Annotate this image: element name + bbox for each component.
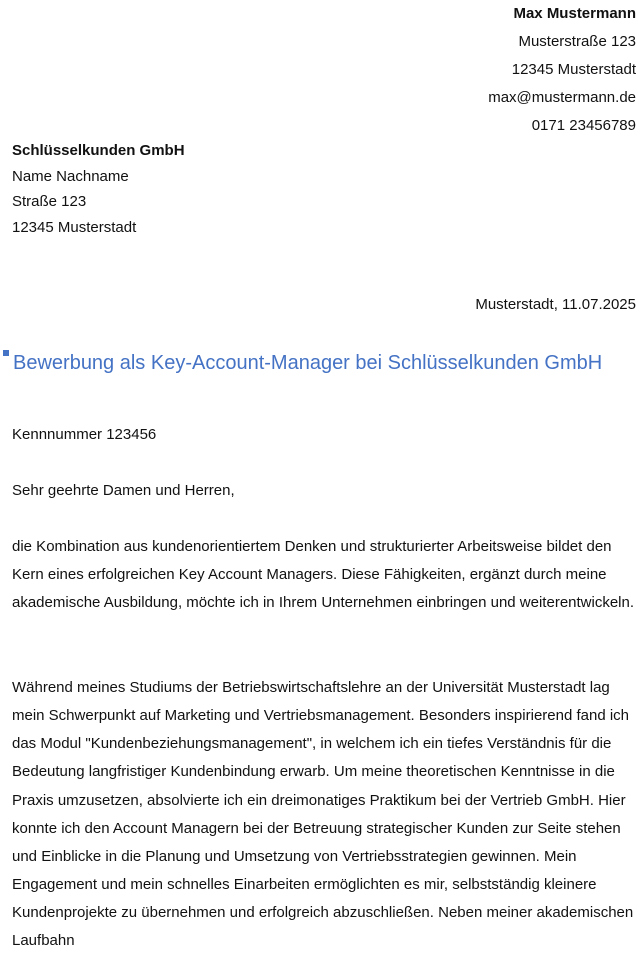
- subject-text: Bewerbung als Key-Account-Manager bei Schlüsselkunden GmbH: [13, 352, 603, 374]
- sender-name: Max Mustermann: [513, 5, 636, 22]
- date-line: Musterstadt, 11.07.2025: [475, 296, 636, 313]
- heading-marker-icon: [3, 350, 9, 356]
- body-paragraph: die Kombination aus kundenorientiertem Denken und strukturierter Arbeitsweise bildet den Kern eines erfolgreichen Key Account Managers. Diese Fähigkeiten, ergänzt durch meine akademische Ausbildung, möchte ich in Ihrem Unternehmen einbringen und weiterentwickeln.: [12, 538, 635, 612]
- recipient-contact: Name Nachname: [12, 167, 129, 185]
- subject-heading: [3, 345, 603, 382]
- sender-phone: 0171 23456789: [531, 117, 636, 134]
- recipient-city: 12345 Musterstadt: [12, 218, 137, 236]
- reference-number: Kennnummer 123456: [12, 426, 157, 443]
- sender-street: Musterstraße 123: [518, 33, 636, 50]
- sender-email: max@mustermann.de: [488, 89, 636, 106]
- sender-block: [488, 0, 636, 140]
- body-paragraph: Während meines Studiums der Betriebswirtschaftslehre an der Universität Musterstadt lag mein Schwerpunkt auf Marketing und Vertriebsmanagement. Besonders inspirierend fand ich das Modul "Kundenbeziehungsmanagement", in welchem ich ein tiefes Verständnis für die Bedeutung langfristiger Kundenbindung erwarb. Um meine theoretischen Kenntnisse in die Praxis umzusetzen, absolvierte ich ein dreimonatiges Praktikum bei der Vertrieb GmbH. Hier konnte ich den Account Managern bei der Betreuung strategischer Kunden zur Seite stehen und Einblicke in die Planung und Umsetzung von Vertriebsstrategien gewinnen. Mein Engagement und mein schnelles Einarbeiten ermöglichten es mir, selbstständig kleinere Kundenprojekte zu übernehmen und erfolgreich abzuschließen. Neben meiner akademischen Laufbahn: [12, 679, 634, 950]
- recipient-street: Straße 123: [12, 193, 87, 210]
- salutation: Sehr geehrte Damen und Herren,: [12, 482, 235, 499]
- recipient-company: Schlüsselkunden GmbH: [12, 142, 185, 159]
- sender-city: 12345 Musterstadt: [511, 61, 636, 78]
- recipient-block: [12, 138, 185, 240]
